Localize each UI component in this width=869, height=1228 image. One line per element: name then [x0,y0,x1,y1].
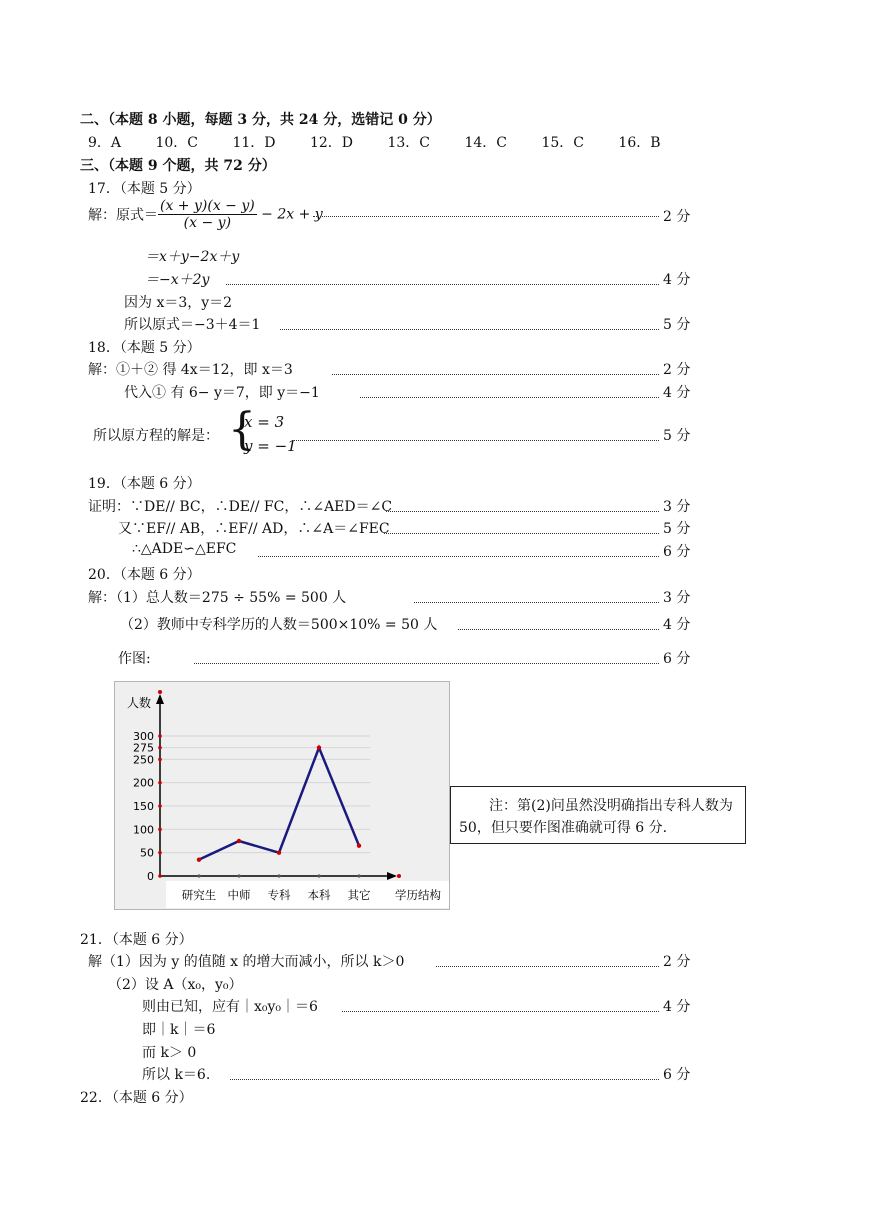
y-axis-arrow [156,694,164,704]
answer-16: 16．B [618,135,661,151]
data-point [277,850,281,854]
leader-dots [414,602,659,603]
answer-10: 10．C [155,135,199,151]
q18-score-2: 4 分 [663,385,691,401]
q17-line3: ＝−x＋2y [145,272,210,288]
q18-score-1: 2 分 [663,362,691,378]
q21-score-1: 2 分 [663,954,691,970]
data-point [357,843,361,847]
q20-score-3: 6 分 [663,651,691,667]
leader-dots [386,511,659,512]
leader-dots [280,329,659,330]
y-tick-dot [158,746,162,750]
y-axis-tip-dot [158,690,162,694]
q22-title: 22．（本题 6 分） [80,1090,193,1106]
q20-line2: （2）教师中专科学历的人数＝500×10% = 50 人 [120,617,438,633]
leader-dots [384,533,659,534]
x-axis-arrow [387,872,397,880]
q17-score-2: 4 分 [663,272,691,288]
q18-line1: 解：①＋② 得 4x＝12，即 x＝3 [88,362,293,378]
q17-prefix: 解：原式＝ [88,207,158,224]
y-tick-label: 275 [133,741,154,755]
q21-line1: 解（1）因为 y 的值随 x 的增大而减小，所以 k＞0 [88,954,405,970]
q19-line2: 又∵EF// AB，∴EF// AD，∴∠A＝∠FEC [118,521,390,537]
x-axis-tip-dot [397,874,401,878]
y-tick-label: 50 [140,846,154,860]
series-line [199,748,359,860]
y-tick-label: 300 [133,730,154,743]
y-tick-dot [158,874,162,878]
q19-score-1: 3 分 [663,499,691,515]
q17-line1 [88,198,323,231]
answer-15: 15．C [541,135,584,151]
x-tick-dot [357,874,360,877]
y-tick-label: 150 [133,800,154,813]
chart-svg [115,682,449,909]
q17-line5: 所以原式＝−3＋4＝1 [124,317,261,333]
education-line-chart [114,681,450,910]
section-2-heading: 二、（本题 8 小题，每题 3 分，共 24 分，选错记 0 分） [80,112,441,128]
x-tick-dot [197,874,200,877]
q17-score-1: 2 分 [663,209,691,225]
x-tick-label: 本科 [307,888,331,902]
data-point [237,839,241,843]
section-3-heading: 三、（本题 9 个题，共 72 分） [80,158,276,174]
leader-dots [230,1079,659,1080]
q21-line5: 而 k＞ 0 [142,1045,197,1061]
leader-dots [226,284,659,285]
y-tick-label: 0 [147,870,154,883]
q20-line1: 解：（1）总人数＝275 ÷ 55% = 500 人 [88,590,347,606]
q18-title: 18．（本题 5 分） [88,340,201,356]
x-tick-dot [277,874,280,877]
q17-title: 17．（本题 5 分） [88,181,201,197]
answer-12: 12．D [309,135,354,151]
leader-dots [194,663,659,664]
q21-line6: 所以 k＝6. [142,1067,211,1083]
q21-line4: 即｜k｜＝6 [142,1022,216,1038]
answer-11: 11．D [232,135,276,151]
x-tick-label: 中师 [227,888,251,902]
y-tick-dot [158,851,162,855]
system-brace: { [228,404,256,455]
answer-14: 14．C [464,135,507,151]
answer-9: 9．A [88,135,122,151]
leader-dots [313,216,659,217]
y-axis-label: 人数 [127,696,152,710]
q21-line3: 则由已知，应有｜x₀y₀｜＝6 [142,999,318,1015]
leader-dots [436,966,659,967]
data-point [197,857,201,861]
q18-score-3: 5 分 [663,428,691,444]
y-tick-dot [158,781,162,785]
y-tick-label: 200 [133,776,154,790]
x-tick-dot [237,874,240,877]
leader-dots [360,397,659,398]
x-tick-label: 其它 [347,888,371,902]
q19-score-2: 5 分 [663,521,691,537]
q20-title: 20．（本题 6 分） [88,567,201,583]
leader-dots [458,629,659,630]
leader-dots [292,440,659,441]
leader-dots [342,1011,659,1012]
q19-title: 19．（本题 6 分） [88,476,201,492]
x-axis-label: 学历结构 [395,888,441,902]
leader-dots [258,556,659,557]
q17-suffix: − 2x + y [261,206,323,223]
q21-title: 21．（本题 6 分） [80,932,193,948]
q20-line3: 作图: [118,651,151,667]
q21-line2: （2）设 A（x₀，y₀） [108,977,243,993]
q17-fraction [158,198,257,231]
q19-line3: ∴△ADE∽△EFC [132,541,237,557]
note-box [450,786,746,844]
y-tick-dot [158,758,162,762]
data-point [317,745,321,749]
q19-line1: 证明：∵DE// BC，∴DE// FC，∴∠AED＝∠C [88,499,393,515]
q20-score-2: 4 分 [663,617,691,633]
q18-system-eq1: x = 3 [244,413,285,431]
q17-denominator: (x − y) [183,215,232,231]
q17-score-3: 5 分 [663,317,691,333]
note-text: 注：第(2)问虽然没明确指出专科人数为 50，但只要作图准确就可得 6 分. [459,798,733,836]
q20-score-1: 3 分 [663,590,691,606]
y-tick-label: 250 [133,753,154,767]
q21-score-2: 4 分 [663,999,691,1015]
q17-line2: ＝x＋y−2x＋y [145,249,240,265]
y-tick-dot [158,828,162,832]
y-tick-label: 100 [133,823,154,837]
q17-line4: 因为 x＝3，y＝2 [124,295,233,311]
answer-13: 13．C [387,135,430,151]
q17-numerator: (x + y)(x − y) [160,198,255,214]
mc-answers [88,132,691,152]
x-tick-label: 专科 [267,888,291,902]
y-tick-dot [158,804,162,808]
q18-system-eq2: y = −1 [244,437,297,455]
y-tick-dot [158,734,162,738]
x-tick-label: 研究生 [181,888,217,902]
q18-line3: 所以原方程的解是： [93,428,219,444]
q21-score-3: 6 分 [663,1067,691,1083]
leader-dots [332,374,659,375]
q18-line2: 代入① 有 6− y＝7，即 y＝−1 [124,385,320,401]
q19-score-3: 6 分 [663,544,691,560]
x-tick-dot [317,874,320,877]
